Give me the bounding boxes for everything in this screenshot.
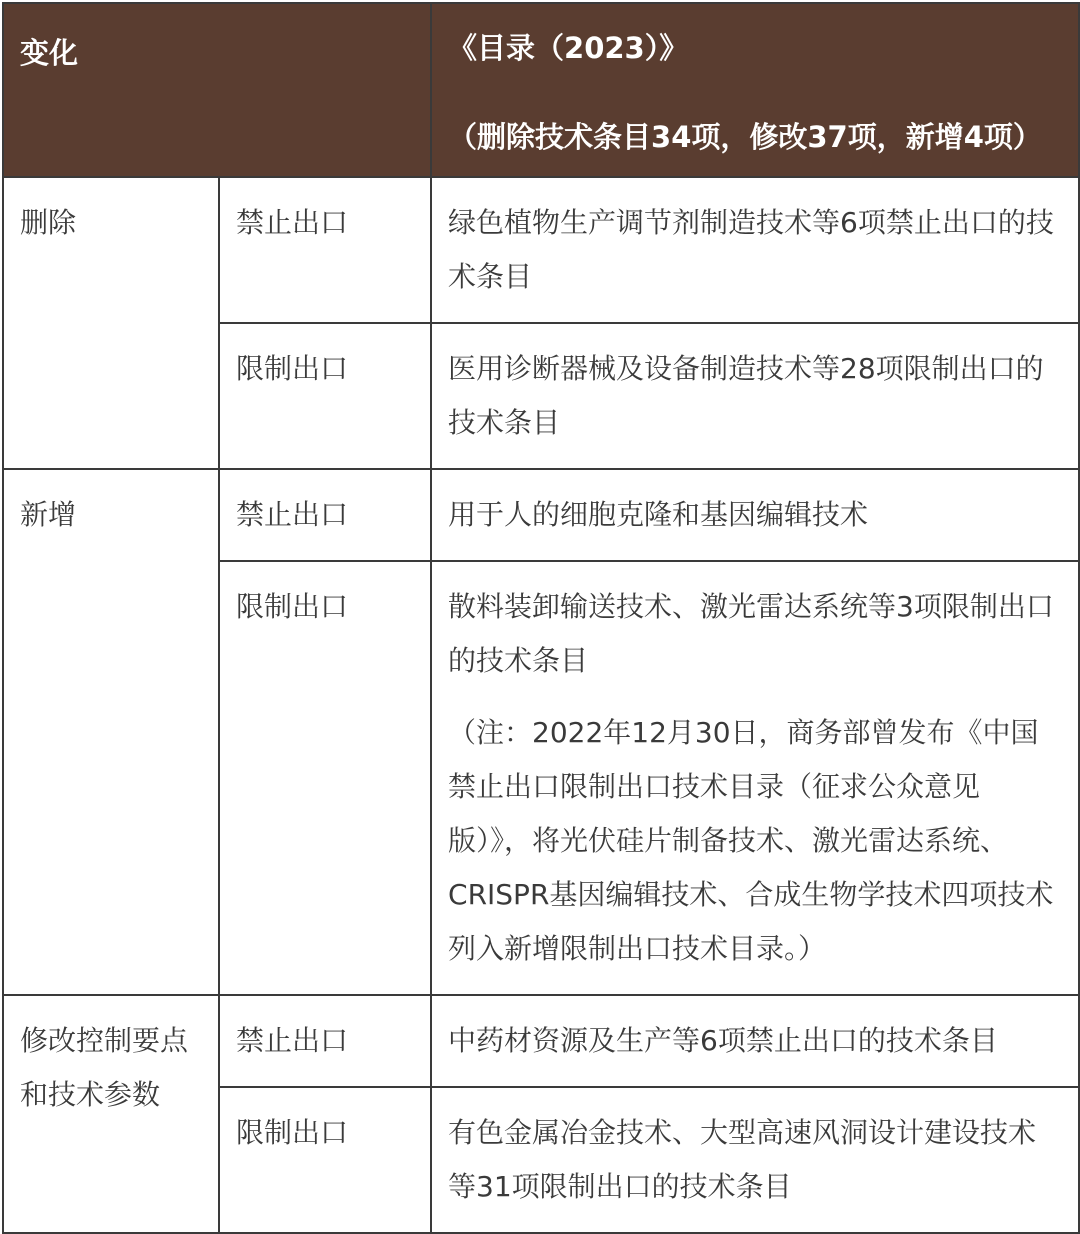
category-cell-add: 新增	[3, 469, 219, 995]
note-text: （注：2022年12月30日，商务部曾发布《中国禁止出口限制出口技术目录（征求公众意见版）》，将光伏硅片制备技术、激光雷达系统、CRISPR基因编辑技术、合成生物学技术四项技术列入新增限制出口技术目录。）	[448, 716, 1054, 965]
content-cell: 绿色植物生产调节剂制造技术等6项禁止出口的技术条目	[431, 177, 1079, 323]
table-row	[3, 469, 1079, 561]
catalog-change-table	[2, 2, 1080, 1234]
category-cell-modify: 修改控制要点和技术参数	[3, 995, 219, 1233]
content-cell: 中药材资源及生产等6项禁止出口的技术条目	[431, 995, 1079, 1087]
header-catalog-cell	[431, 3, 1079, 177]
table-row	[3, 995, 1079, 1087]
type-cell: 禁止出口	[219, 177, 431, 323]
header-change-cell: 变化	[3, 3, 431, 177]
content-cell	[431, 561, 1079, 995]
content-cell: 用于人的细胞克隆和基因编辑技术	[431, 469, 1079, 561]
table-header-row	[3, 3, 1079, 177]
type-cell: 限制出口	[219, 561, 431, 995]
category-cell-delete: 删除	[3, 177, 219, 469]
table-row	[3, 177, 1079, 323]
header-catalog-title: 《目录（2023）》	[448, 31, 689, 65]
type-cell: 限制出口	[219, 1087, 431, 1233]
content-text: 散料装卸输送技术、激光雷达系统等3项限制出口的技术条目	[448, 590, 1054, 677]
header-catalog-subtitle: （删除技术条目34项，修改37项，新增4项）	[448, 120, 1042, 154]
type-cell: 禁止出口	[219, 469, 431, 561]
content-cell: 医用诊断器械及设备制造技术等28项限制出口的技术条目	[431, 323, 1079, 469]
content-cell: 有色金属冶金技术、大型高速风洞设计建设技术等31项限制出口的技术条目	[431, 1087, 1079, 1233]
type-cell: 限制出口	[219, 323, 431, 469]
type-cell: 禁止出口	[219, 995, 431, 1087]
